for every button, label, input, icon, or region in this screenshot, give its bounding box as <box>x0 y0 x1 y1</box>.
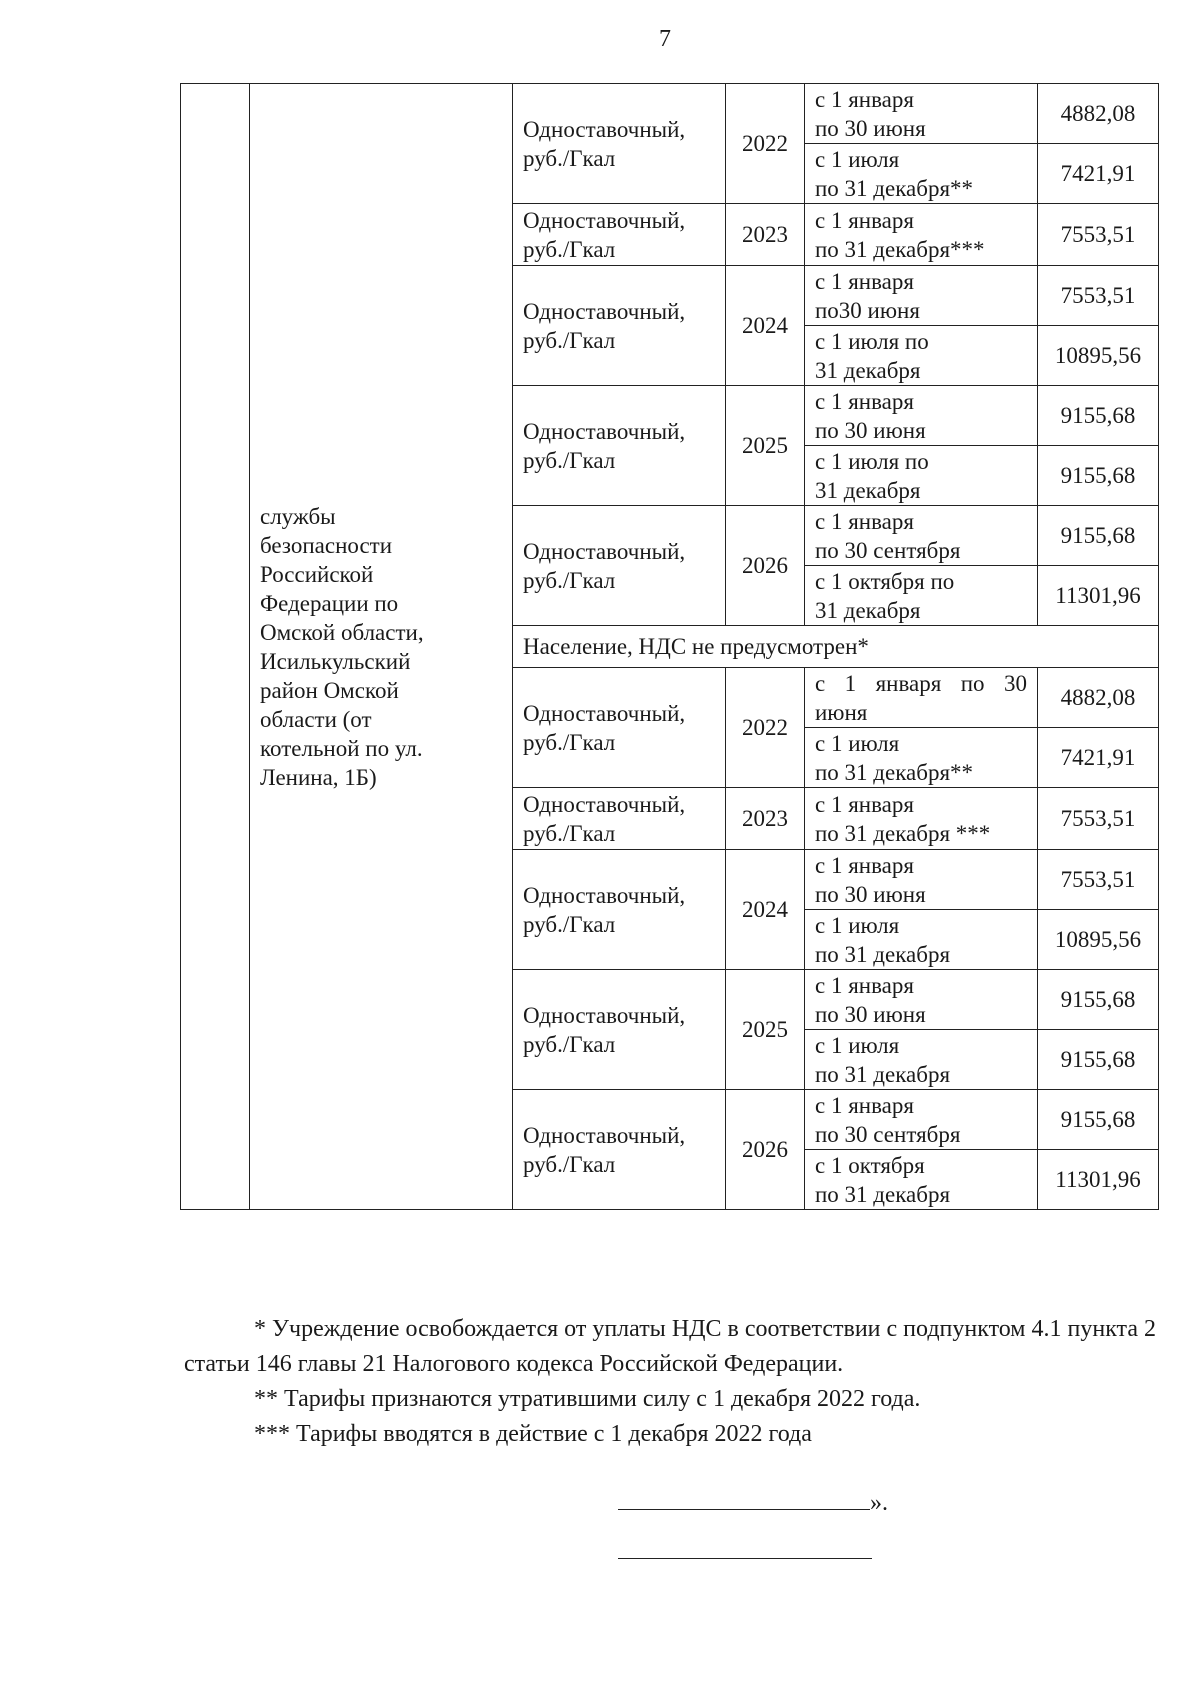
period-line: по 31 декабря <box>815 941 951 967</box>
period-cell <box>805 566 1038 626</box>
period-cell <box>805 668 1038 728</box>
tariff-type-cell: Одноставочный, руб./Гкал <box>513 506 726 626</box>
period-cell <box>805 506 1038 566</box>
tariff-value-cell: 7421,91 <box>1038 728 1159 788</box>
organization-name-line: Исилькульский <box>260 648 411 674</box>
period-line: по 30 июня <box>815 881 926 907</box>
year-cell: 2026 <box>726 506 805 626</box>
tariff-value-cell: 4882,08 <box>1038 84 1159 144</box>
page-number: 7 <box>659 26 671 52</box>
period-cell <box>805 788 1038 850</box>
organization-name-line: район Омской <box>260 677 399 703</box>
period-line: с 1 октября <box>815 1152 925 1178</box>
tariff-value-cell: 9155,68 <box>1038 446 1159 506</box>
period-cell <box>805 144 1038 204</box>
period-cell <box>805 266 1038 326</box>
group-header-population: Население, НДС не предусмотрен* <box>513 626 1159 668</box>
period-line: по 31 декабря*** <box>815 236 985 262</box>
period-cell <box>805 910 1038 970</box>
year-cell: 2022 <box>726 668 805 788</box>
period-cell <box>805 850 1038 910</box>
organization-name-cell <box>250 84 513 1210</box>
organization-name-line: Ленина, 1Б) <box>260 764 377 790</box>
tariff-type-cell: Одноставочный, руб./Гкал <box>513 788 726 850</box>
closing-mark <box>618 1487 888 1518</box>
period-line: с 1 января <box>815 268 914 294</box>
tariff-value-cell: 9155,68 <box>1038 970 1159 1030</box>
tariff-value-cell: 10895,56 <box>1038 910 1159 970</box>
period-cell <box>805 1030 1038 1090</box>
period-line: с 1 июля <box>815 912 900 938</box>
tariff-value-cell: 9155,68 <box>1038 1030 1159 1090</box>
organization-name-line: Российской <box>260 561 374 587</box>
tariff-type-cell: Одноставочный, руб./Гкал <box>513 850 726 970</box>
tariff-value-cell: 9155,68 <box>1038 386 1159 446</box>
period-line: по 31 декабря <box>815 1181 951 1207</box>
period-cell <box>805 1090 1038 1150</box>
period-line: по 30 сентября <box>815 537 961 563</box>
period-line: с 1 января <box>815 207 914 233</box>
period-line: с 1 января <box>815 791 914 817</box>
year-cell: 2025 <box>726 970 805 1090</box>
end-separator-line <box>618 1558 872 1559</box>
period-line: с 1 января <box>815 86 914 112</box>
year-cell: 2025 <box>726 386 805 506</box>
year-cell: 2022 <box>726 84 805 204</box>
period-line: с 1 июля <box>815 1032 900 1058</box>
organization-name-line: службы <box>260 503 336 529</box>
period-line: по 31 декабря *** <box>815 820 991 846</box>
period-line: с 1 июля <box>815 730 900 756</box>
period-cell <box>805 446 1038 506</box>
tariff-table <box>180 83 1159 1210</box>
tariff-value-cell: 7553,51 <box>1038 850 1159 910</box>
period-line: по 30 июня <box>815 1001 926 1027</box>
tariff-value-cell: 4882,08 <box>1038 668 1159 728</box>
period-line: с 1 января <box>815 1092 914 1118</box>
tariff-value-cell: 11301,96 <box>1038 566 1159 626</box>
organization-name-line: котельной по ул. <box>260 735 423 761</box>
period-cell <box>805 728 1038 788</box>
footnotes <box>184 1312 1156 1452</box>
closing-underline <box>618 1487 870 1510</box>
period-line: с 1 января по 30 <box>815 670 1027 696</box>
tariff-type-cell: Одноставочный, руб./Гкал <box>513 970 726 1090</box>
row-number-cell <box>181 84 250 1210</box>
tariff-value-cell: 7553,51 <box>1038 788 1159 850</box>
organization-name-line: Омской области, <box>260 619 424 645</box>
tariff-value-cell: 7421,91 <box>1038 144 1159 204</box>
period-line: 31 декабря <box>815 357 921 383</box>
period-cell <box>805 326 1038 386</box>
tariff-value-cell: 7553,51 <box>1038 266 1159 326</box>
period-line: июня <box>815 699 868 725</box>
period-line: по 31 декабря** <box>815 175 974 201</box>
period-line: с 1 января <box>815 388 914 414</box>
tariff-value-cell: 7553,51 <box>1038 204 1159 266</box>
tariff-type-cell: Одноставочный, руб./Гкал <box>513 386 726 506</box>
period-line: с 1 января <box>815 852 914 878</box>
tariff-value-cell: 10895,56 <box>1038 326 1159 386</box>
tariff-type-cell: Одноставочный, руб./Гкал <box>513 1090 726 1210</box>
organization-name-line: Федерации по <box>260 590 399 616</box>
period-line: с 1 января <box>815 508 914 534</box>
period-line: по 31 декабря <box>815 1061 951 1087</box>
period-cell <box>805 1150 1038 1210</box>
year-cell: 2024 <box>726 850 805 970</box>
period-line: по 30 июня <box>815 417 926 443</box>
period-cell <box>805 84 1038 144</box>
table-row <box>181 84 1159 144</box>
period-line: по 30 июня <box>815 115 926 141</box>
footnote-vat-exemption: * Учреждение освобождается от уплаты НДС в соответствии с подпунктом 4.1 пункта 2 статьи 146 главы 21 Налогового кодекса Российской Федерации. <box>184 1316 1156 1377</box>
year-cell: 2026 <box>726 1090 805 1210</box>
period-cell <box>805 970 1038 1030</box>
year-cell: 2023 <box>726 204 805 266</box>
footnote-expired-tariffs: ** Тарифы признаются утратившими силу с 1 декабря 2022 года. <box>254 1386 921 1412</box>
period-line: по 30 сентября <box>815 1121 961 1147</box>
period-line: по 31 декабря** <box>815 759 974 785</box>
organization-name-line: безопасности <box>260 532 393 558</box>
period-line: по30 июня <box>815 297 920 323</box>
period-line: 31 декабря <box>815 477 921 503</box>
period-line: с 1 октября по <box>815 568 955 594</box>
tariff-value-cell: 11301,96 <box>1038 1150 1159 1210</box>
year-cell: 2023 <box>726 788 805 850</box>
year-cell: 2024 <box>726 266 805 386</box>
period-cell <box>805 386 1038 446</box>
period-line: 31 декабря <box>815 597 921 623</box>
tariff-value-cell: 9155,68 <box>1038 1090 1159 1150</box>
tariff-type-cell: Одноставочный, руб./Гкал <box>513 266 726 386</box>
tariff-table-body <box>181 84 1159 1210</box>
tariff-type-cell: Одноставочный, руб./Гкал <box>513 204 726 266</box>
period-line: с 1 июля <box>815 146 900 172</box>
period-line: с 1 июля по <box>815 448 929 474</box>
footnote-new-tariffs: *** Тарифы вводятся в действие с 1 декабря 2022 года <box>254 1421 812 1447</box>
period-line: с 1 января <box>815 972 914 998</box>
tariff-value-cell: 9155,68 <box>1038 506 1159 566</box>
period-line: с 1 июля по <box>815 328 929 354</box>
tariff-type-cell: Одноставочный, руб./Гкал <box>513 84 726 204</box>
closing-quote: ». <box>870 1490 888 1516</box>
organization-name-line: области (от <box>260 706 372 732</box>
tariff-type-cell: Одноставочный, руб./Гкал <box>513 668 726 788</box>
period-cell <box>805 204 1038 266</box>
